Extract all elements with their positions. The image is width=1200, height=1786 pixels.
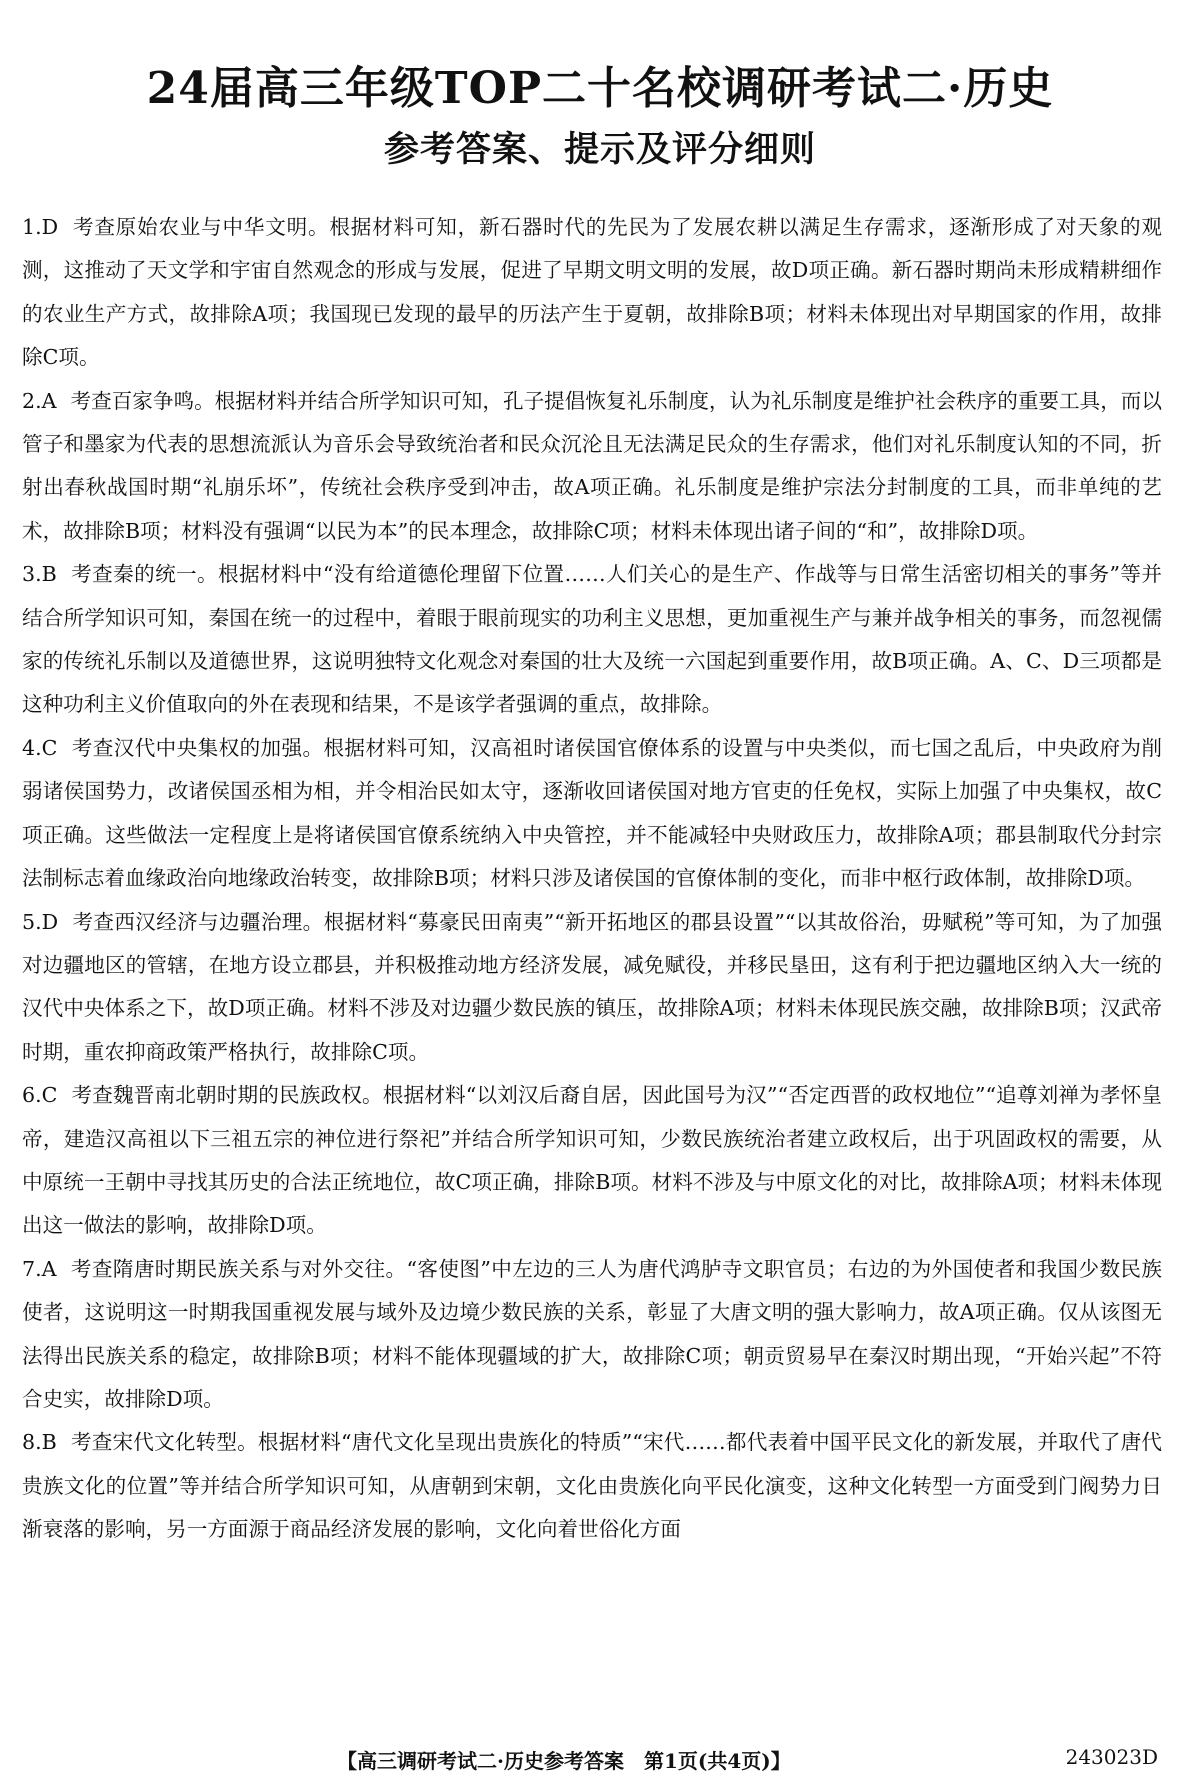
footer-page-info: 【高三调研考试二·历史参考答案 第1页(共4页)】 bbox=[337, 1749, 791, 1773]
answer-list bbox=[22, 206, 1162, 1552]
answer-number: 5.D bbox=[22, 909, 59, 934]
footer-code: 243023D bbox=[1065, 1745, 1158, 1769]
answer-item-5 bbox=[22, 901, 1162, 1075]
answer-number: 3.B bbox=[22, 562, 57, 587]
answer-item-1 bbox=[22, 206, 1162, 380]
answer-item-4 bbox=[22, 727, 1162, 901]
answer-item-3 bbox=[22, 553, 1162, 727]
answer-number: 2.A bbox=[22, 388, 57, 413]
answer-number: 4.C bbox=[22, 735, 58, 760]
page-subtitle: 参考答案、提示及评分细则 bbox=[383, 129, 816, 170]
answer-item-8 bbox=[22, 1421, 1162, 1551]
answer-text: 考查汉代中央集权的加强。根据材料可知，汉高祖时诸侯国官僚体系的设置与中央类似，而七国之乱后，中央政府为削弱诸侯国势力，改诸侯国丞相为相，并令相治民如太守，逐渐收回诸侯国对地方官吏的任免权，实际上加强了中央集权，故C项正确。这些做法一定程度上是将诸侯国官僚系统纳入中央管控，并不能减轻中央财政压力，故排除A项；郡县制取代分封宗法制标志着血缘政治向地缘政治转变，故排除B项；材料只涉及诸侯国的官僚体制的变化，而非中枢行政体制，故排除D项。 bbox=[22, 735, 1162, 891]
answer-item-2 bbox=[22, 380, 1162, 554]
answer-item-6 bbox=[22, 1074, 1162, 1248]
page-footer bbox=[0, 1745, 1200, 1775]
answer-text: 考查秦的统一。根据材料中“没有给道德伦理留下位置……人们关心的是生产、作战等与日常生活密切相关的事务”等并结合所学知识可知，秦国在统一的过程中，着眼于眼前现实的功利主义思想，更加重视生产与兼并战争相关的事务，而忽视儒家的传统礼乐制以及道德世界，这说明独特文化观念对秦国的壮大及统一六国起到重要作用，故B项正确。A、C、D三项都是这种功利主义价值取向的外在表现和结果，不是该学者强调的重点，故排除。 bbox=[22, 562, 1162, 717]
answer-text: 考查魏晋南北朝时期的民族政权。根据材料“以刘汉后裔自居，因此国号为汉”“否定西晋的政权地位”“追尊刘禅为孝怀皇帝，建造汉高祖以下三祖五宗的神位进行祭祀”并结合所学知识可知，少数民族统治者建立政权后，出于巩固政权的需要，从中原统一王朝中寻找其历史的合法正统地位，故C项正确，排除B项。材料不涉及与中原文化的对比，故排除A项；材料未体现出这一做法的影响，故排除D项。 bbox=[22, 1083, 1162, 1238]
answer-number: 7.A bbox=[22, 1256, 57, 1281]
answer-item-7 bbox=[22, 1248, 1162, 1422]
answer-number: 8.B bbox=[22, 1430, 57, 1455]
answer-text: 考查隋唐时期民族关系与对外交往。“客使图”中左边的三人为唐代鸿胪寺文职官员；右边的为外国使者和我国少数民族使者，这说明这一时期我国重视发展与域外及边境少数民族的关系，彰显了大唐文明的强大影响力，故A项正确。仅从该图无法得出民族关系的稳定，故排除B项；材料不能体现疆域的扩大，故排除C项；朝贡贸易早在秦汉时期出现，“开始兴起”不符合史实，故排除D项。 bbox=[22, 1256, 1162, 1411]
answer-text: 考查百家争鸣。根据材料并结合所学知识可知，孔子提倡恢复礼乐制度，认为礼乐制度是维护社会秩序的重要工具，而以管子和墨家为代表的思想流派认为音乐会导致统治者和民众沉沦且无法满足民众的生存需求，他们对礼乐制度认知的不同，折射出春秋战国时期“礼崩乐坏”，传统社会秩序受到冲击，故A项正确。礼乐制度是维护宗法分封制度的工具，而非单纯的艺术，故排除B项；材料没有强调“以民为本”的民本理念，故排除C项；材料未体现出诸子间的“和”，故排除D项。 bbox=[22, 388, 1162, 543]
answer-number: 6.C bbox=[22, 1083, 58, 1108]
page-title: 24届高三年级TOP二十名校调研考试二·历史 bbox=[146, 63, 1054, 114]
answer-text: 考查宋代文化转型。根据材料“唐代文化呈现出贵族化的特质”“宋代……都代表着中国平民文化的新发展，并取代了唐代贵族文化的位置”等并结合所学知识可知，从唐朝到宋朝，文化由贵族化向平民化演变，这种文化转型一方面受到门阀势力日渐衰落的影响，另一方面源于商品经济发展的影响，文化向着世俗化方面 bbox=[22, 1430, 1162, 1542]
answer-number: 1.D bbox=[22, 215, 59, 239]
answer-text: 考查原始农业与中华文明。根据材料可知，新石器时代的先民为了发展农耕以满足生存需求，逐渐形成了对天象的观测，这推动了天文学和宇宙自然观念的形成与发展，促进了早期文明文明的发展，故D项正确。新石器时期尚未形成精耕细作的农业生产方式，故排除A项；我国现已发现的最早的历法产生于夏朝，故排除B项；材料未体现出对早期国家的作用，故排除C项。 bbox=[22, 215, 1162, 370]
answer-text: 考查西汉经济与边疆治理。根据材料“募豪民田南夷”“新开拓地区的郡县设置”“以其故俗治，毋赋税”等可知，为了加强对边疆地区的管辖，在地方设立郡县，并积极推动地方经济发展，减免赋役，并移民垦田，这有利于把边疆地区纳入大一统的汉代中央体系之下，故D项正确。材料不涉及对边疆少数民族的镇压，故排除A项；材料未体现民族交融，故排除B项；汉武帝时期，重农抑商政策严格执行，故排除C项。 bbox=[22, 909, 1162, 1064]
